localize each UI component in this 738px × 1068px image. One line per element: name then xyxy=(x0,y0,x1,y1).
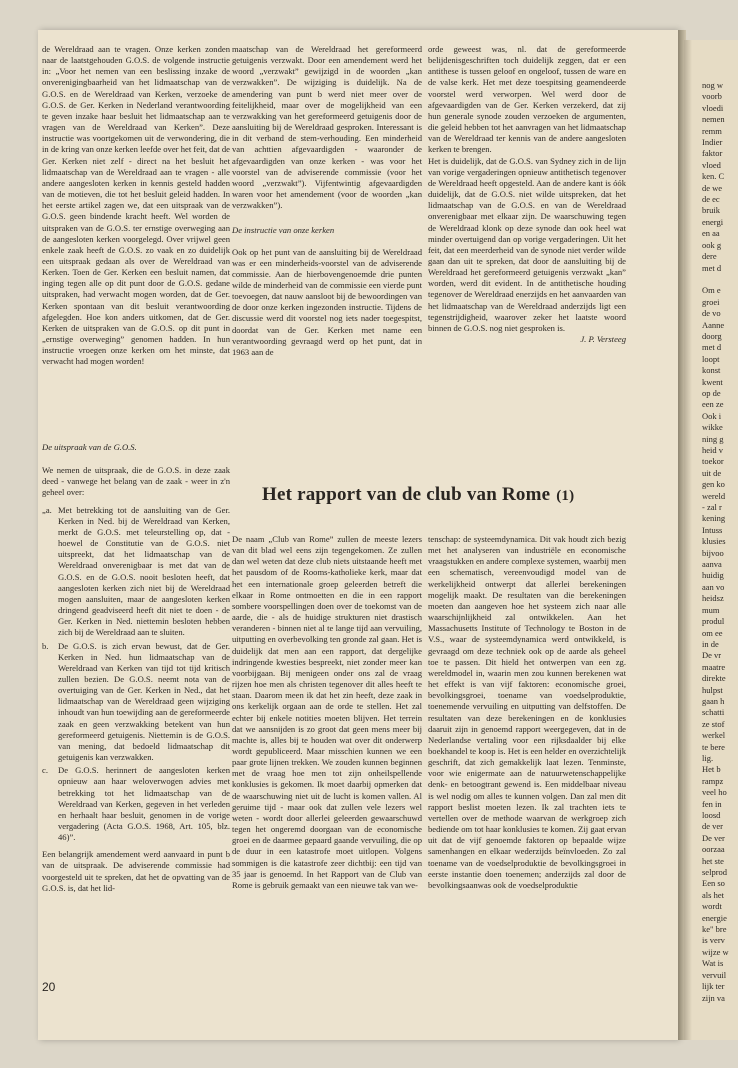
article-col3 xyxy=(428,534,626,891)
right-page-line: Aanne xyxy=(702,319,725,330)
right-page-line: rampz xyxy=(702,775,724,786)
right-page-line: Het b xyxy=(702,764,721,775)
right-page-line: De ver xyxy=(702,832,725,843)
right-page-line: direkte xyxy=(702,673,726,684)
right-page-line: Indier xyxy=(702,137,723,148)
right-page-line: voorb xyxy=(702,91,722,102)
right-page-line: aanva xyxy=(702,559,722,570)
right-page-line: faktor xyxy=(702,148,723,159)
article-col2-text: De naam „Club van Rome” zullen de meeste lezers van dit blad wel eens zijn tegengekomen. Ze zullen dan wel weten dat deze club niets uitstaande heeft met het pausdom of de Rooms-katholieke kerk, maar dat het een internationale groep geleerden betreft die elkaar in Rome ontmoetten en die in een rapport sombere voorspellingen doen over de toekomst van de aarde, die - als de huidige strukturen niet drastisch veranderen - binnen niet al te lange tijd aan vervuiling, uitputting en overbevolking ten gronde zal gaan. Het is duidelijk dat men aan een rapport, dat dergelijke indringende kwesties bespreekt, niet zonder meer kan voorbijgaan. Bij menigeen onder ons zal de vraag rijzen hoe men als christen tegenover dit alles heeft te staan. Daarom meen ik dat het zin heeft, deze zaak in ons kerkelijk orgaan aan de orde te stellen. Het zal echter bij enkele notities moeten blijven. Het terrein dat we aansnijden is zo groot dat geen mens meer bij machte is, alles bij te houden wat over dit onderwerp wordt gepubliceerd. Maar misschien kunnen we een paar grote lijnen trekken. We zouden kunnen beginnen met de vraag hoe men tot zijn onheilspellende konklusies is gekomen. Ik moet daarbij opmerken dat de waarschuwing niet uit de lucht is komen vallen. Al geruime tijd - maar ook dat zullen vele lezers wel weten - wordt door allerlei geleerden gewaarschuwd tegen het ongeremd doorgaan van de economische groei en de daarmee gepaard gaande vervuiling, die op de duur in een katastrofe moet uitlopen. Volgens sommigen is die katastrofe zeer dichtbij: een tijd van 35 jaar is genoemd. In het Rapport van de Club van Rome is gebruik gemaakt van een nieuwe tak van we- xyxy=(232,534,422,890)
col1-bottom xyxy=(42,442,230,894)
right-page-line: wordt xyxy=(702,901,722,912)
right-page-line: bijvoo xyxy=(702,547,724,558)
section-heading: De uitspraak van de G.O.S. xyxy=(42,442,137,452)
article-col2 xyxy=(232,534,422,891)
right-page-line: energi xyxy=(702,216,724,227)
right-page-line: klusies xyxy=(702,536,726,547)
right-page-line: ning g xyxy=(702,433,724,444)
col3-top-text: orde geweest was, nl. dat de gereformeerde belijdenisgeschriften toch duidelijk zeggen, dat er een antithese is tussen geloof en ongeloof, tussen de ware en de valse kerk. Het met deze toespitsing geamendeerde voorstel werd verworpen. Wel werd door de afgevaardigden van de Ger. Kerken verzekerd, dat zij hun generale synode zouden verzoeken de argumenten, die geleid hebben tot het aanvragen van het lidmaatschap van de Wereldraad ter kennis van de andere aangesloten kerken te brengen. xyxy=(428,44,626,155)
right-page-line: als het xyxy=(702,889,724,900)
right-page-line xyxy=(684,274,729,285)
article-title-text: Het rapport van de club van Rome xyxy=(262,484,551,505)
col2-top-text: maatschap van de Wereldraad het gereformeerd getuigenis verzwakt. Door een amendement werd het woord „verzwakt” gewijzigd in de woorden „kan verzwakken”. De wijziging is duidelijk. Na de amendering van punt b werd niet meer over de feitelijkheid, maar over de mogelijkheid van een verzwakking van het gereformeerd getuigenis door de aansluiting bij de Wereldraad gesproken. Interessant is in dit verband de stem-verhouding. Een minderheid van achttien afgevaardigden - waaronder de afgevaardigden van onze kerken - was voor het voorstel van de adviserende commissie (voor het woord „verzwakt”). Vijfentwintig afgevaardigden waren voor het amendement (voor de woorden „kan verzwakken”). xyxy=(232,44,422,211)
right-page-line: - zal r xyxy=(702,502,722,513)
right-page-line: dere xyxy=(702,251,717,262)
right-page-line: vervuil xyxy=(702,969,727,980)
author-signature: J. P. Versteeg xyxy=(580,334,626,345)
list-item: „a. Met betrekking tot de aansluiting van de Ger. Kerken in Ned. bij de Wereldraad van Kerken, merkt de G.O.S. met teleurstelling op, dat - hoewel de Constitutie van de G.O.S. niet uitspreekt, dat het lidmaatschap van de Wereldraad onverenigbaar is met dat van de G.O.S. en de G.O.S. nooit besloten heeft, dat aangesloten kerken zich niet bij de Wereldraad mogen aansluiten, maar de aangesloten kerken dringend geadviseerd heeft dit niet te doen - de Ger. Kerken in Ned. niettemin besloten hebben zich bij de Wereldraad aan te sluiten. xyxy=(42,504,230,638)
col3-mid-text: Het is duidelijk, dat de G.O.S. van Sydney zich in de lijn van vorige vergaderingen opnieuw antithetisch tegenover de Wereldraad heeft opgesteld. Aan de andere kant is óók duidelijk, dat de G.O.S. niet wilde uitspreken, dat het lidmaatschap van de G.O.S. en van de Wereldraad onverenigbaar met elkaar zijn. De waarschuwing tegen de Wereldraad klonk op deze synode dan ook heel wat minder overtuigend dan op vorige vergaderingen. Uit het feit, dat een meerderheid van de synode niet verder wilde gaan dan uit te spreken, dat door de aansluiting bij de Wereldraad het gereformeerd getuigenis verzwakt „kan” worden, werd dit evident. In de antithetische houding tegenover de Wereldraad enerzijds en het aanvaarden van het lidmaatschap van de Wereldraad anderzijds ligt een tegenstrijdigheid, waarover zeker het laatste woord binnen de G.O.S. nog niet gesproken is. xyxy=(428,155,626,333)
right-page-line: aan vo xyxy=(702,581,725,592)
right-page-line: de we xyxy=(702,182,723,193)
right-page-line: De vr xyxy=(702,650,722,661)
col1-end-text: Een belangrijk amendement werd aanvaard in punt b van de uitspraak. De adviserende commissie had voorgesteld uit te spreken, dat het de opvatting van de G.O.S. is, dat het lid- xyxy=(42,849,230,893)
right-page-line: bruik xyxy=(702,205,720,216)
right-page-line: fen in xyxy=(702,798,722,809)
article-col3-text: tenschap: de systeemdynamica. Dit vak houdt zich bezig met het analyseren van industriële en economische vraagstukken en andere complexe systemen, waarbij men een schematisch, vereenvoudigd model van de werkelijkheid ontwerpt dat allerlei berekeningen mogelijk maakt. De resultaten van die berekeningen moeten dan aangeven hoe het systeem zich naar alle waarschijnlijkheid zal ontwikkelen. Aan het Massachusetts Institute of Technology te Boston in de V.S., waar de systeemdynamica werd ontwikkeld, is gevraagd om deze techniek ook op de aarde als geheel toe te passen. Dit hield het ontwerpen van een zg. wereldmodel in, waarin men zou kunnen berekenen wat het effekt is van vijf faktoren: economische groei, bevolkingsgroei, toename van voedselproduktie, toenemende vervuiling en uitputting van delfstoffen. De resultaten van deze berekeningen en de konklusies daaruit zijn in genoemd rapport weergegeven, dat in de Nederlandse vertaling voor een rijksdaalder bij elke boekhandel te koop is. Het is een helder en overzichtelijk geschrift, dat zich gemakkelijk laat lezen. Tenminste, voor wie enigermate aan de natuurwetenschappelijke denk- en betoogtrant gewend is. Een middelbaar niveau is wel nodig om alles te kunnen volgen. Dan zal men dit rapport beslist moeten lezen. Ik zal trachten iets te vertellen over de methode waarvan de werkgroep zich bediende om tot haar konklusies te komen. Zij gaat ervan uit dat de vijf genoemde faktoren op bepaalde wijze samenhangen en elkaar wederzijds beïnvloeden. Zo zal toename van de voedselproduktie de bevolkingsgroei in eerste instantie doen toenemen; anderzijds zal door de bevolkingsaanwas ook de voedselproduktie xyxy=(428,534,626,890)
right-page-line: huidig xyxy=(702,570,724,581)
page-number: 20 xyxy=(42,980,56,994)
right-page-line: ken. C xyxy=(702,171,725,182)
right-page-line: de ver xyxy=(702,821,724,832)
right-page-line: is verv xyxy=(702,935,725,946)
article-title xyxy=(262,484,632,506)
right-page-line: groei xyxy=(702,296,720,307)
right-page-line: ook g xyxy=(702,239,722,250)
right-page-line: om ee xyxy=(702,627,723,638)
right-page-line: kening xyxy=(702,513,726,524)
col1-top-text: de Wereldraad aan te vragen. Onze kerken zonden naar de laatstgehouden G.O.S. de volgende instructie in: „Voor het nemen van een beslissing inzake de onverenigingbaarheid van het lidmaatschap van de G.O.S. en de Wereldraad van Kerken, verzoeke de G.O.S. de Ger. Kerken in Nederland verantwoording te geven inzake haar besluit het lidmaatschap aan te vragen van de Wereldraad van Kerken”. Deze instructie was voortgekomen uit de verwondering, die in de kring van onze kerken leefde over het feit, dat de Ger. Kerken niet zelf - direct na het besluit het lidmaatschap van de Wereldraad aan te vragen - alle andere aangesloten kerken in kennis gesteld hadden van de motieven, die tot het besluit geleid hadden. In het eerste artikel zagen we, dat een uitspraak van de G.O.S. geen bindende kracht heeft. Wel worden de uitspraken van de G.O.S. ter ernstige overweging aan de aangesloten kerken voorgelegd. Over vrijwel geen enkele zaak heeft de G.O.S. zo vaak en zo duidelijk een uitspraak gedaan als over de Wereldraad van Kerken. Toen de Ger. Kerken een besluit namen, dat inging tegen alle op dit punt door de G.O.S. gedane uitspraken, had verwacht mogen worden, dat de Ger. Kerken spontaan van dit besluit verantwoording afgelegden. Hoe kon anders uitkomen, dat de Ger. Kerken de uitspraken van de G.O.S. op dit punt in „ernstige overweging” genomen hadden. In hun instructie vroegen onze kerken om het minste, dat verwacht had mogen worden! xyxy=(42,44,230,367)
col2-heading: De instructie van onze kerken xyxy=(232,225,335,236)
right-page-line: konst xyxy=(702,365,721,376)
right-page-line: wikke xyxy=(702,422,723,433)
right-page-line: energie xyxy=(702,912,727,923)
right-page-line: nemen xyxy=(702,114,725,125)
right-page-line: hulpst xyxy=(702,684,723,695)
col2-mid-text: Ook op het punt van de aansluiting bij de Wereldraad was er een minderheids-voorstel van de adviserende commissie. Aan de hierbovengenoemde drie punten wilde de minderheid van de commissie een vierde punt toevoegen, dat nauw aansloot bij de bewoordingen van de door onze kerken ingezonden instructie. Tijdens de discussie werd dit voorstel nog iets nader toegespitst, doordat van de Ger. Kerken met name een verantwoording gevraagd werd op het punt, dat in 1963 aan de xyxy=(232,246,422,357)
right-page-line: doorg xyxy=(702,330,722,341)
col2-top xyxy=(232,44,422,358)
right-page-line: met d xyxy=(702,262,722,273)
right-page-line: Intuss xyxy=(702,524,723,535)
list-item: c. De G.O.S. herinnert de aangesloten kerken opnieuw aan haar weloverwogen advies met betrekking tot het lidmaatschap van de Wereldraad van Kerken, gegeven in het verleden en herhaalt haar besluit, genomen in de vorige vergadering (Acta G.O.S. 1968, Art. 105, blz. 46)”. xyxy=(42,765,230,843)
right-page-line: lig. xyxy=(702,752,714,763)
right-page-line: met d xyxy=(702,342,722,353)
right-page-line: remm xyxy=(702,125,722,136)
right-page-line: uit de xyxy=(702,467,722,478)
right-page-line: gaan h xyxy=(702,695,725,706)
right-page-line: loopt xyxy=(702,353,720,364)
right-page-line: op de xyxy=(702,387,721,398)
right-page-edge xyxy=(684,40,738,1040)
col3-top xyxy=(428,44,626,345)
right-page-line: een ze xyxy=(702,399,724,410)
right-page-line: vloed xyxy=(702,159,721,170)
right-page-fragments xyxy=(684,80,729,1004)
uitspraak-list xyxy=(42,505,230,844)
right-page-line: maatre xyxy=(702,661,726,672)
right-page-line: de ec xyxy=(702,194,720,205)
list-item: b. De G.O.S. is zich ervan bewust, dat de Ger. Kerken in Ned. hun lidmaatschap van de Wereldraad van Kerken van tijd tot tijd kritisch zullen bezien. De G.O.S. neemt nota van de overtuiging van de Ger. Kerken in Ned., dat het lidmaatschap van de Wereldraad geen wijziging inhoudt van hun toewijding aan de gereformeerde zaak en geen verzwakking betekent van hun gereformeerd getuigenis. Niettemin is de G.O.S. van mening, dat bedoeld lidmaatschap dit getuigenis kan verzwakken. xyxy=(42,640,230,763)
right-page-line: heid v xyxy=(702,445,724,455)
col1-intro: We nemen de uitspraak, die de G.O.S. in deze zaak deed - vanwege het belang van de zaak - weer in z'n geheel over: xyxy=(42,465,230,498)
right-page-line: nog w xyxy=(702,80,724,90)
right-page-line: veel ho xyxy=(702,787,727,798)
right-page-line: toekor xyxy=(702,456,724,467)
right-page-line: in de xyxy=(702,638,719,649)
right-page-line: gen ko xyxy=(702,479,725,490)
right-page-line: vloedi xyxy=(702,102,724,113)
right-page-line: kwent xyxy=(702,376,723,387)
right-page-line: Een so xyxy=(702,878,725,889)
right-page-line: zijn va xyxy=(702,992,725,1003)
right-page-line: het ste xyxy=(702,855,724,866)
right-page-line: werkel xyxy=(702,730,726,741)
right-page-line: Wat is xyxy=(702,958,724,969)
right-page-line: te bere xyxy=(702,741,725,752)
right-page-line: de vo xyxy=(702,308,721,319)
right-page-line: ke" bre xyxy=(702,924,727,935)
article-part-number: (1) xyxy=(556,488,575,504)
right-page-line: loosd xyxy=(702,810,721,820)
right-page-line: en aa xyxy=(702,228,720,239)
right-page-line: mum xyxy=(702,604,720,615)
right-page-line: selprod xyxy=(702,867,728,878)
right-page-line: heidsz xyxy=(702,593,724,604)
col1-top xyxy=(42,44,230,368)
right-page-line: oorzaa xyxy=(702,844,725,855)
right-page-line: Ook i xyxy=(702,410,722,421)
right-page-line: lijk ter xyxy=(702,981,725,992)
right-page-line: wereld xyxy=(702,490,726,501)
right-page-line: schatti xyxy=(702,707,725,718)
right-page-line: produl xyxy=(702,616,725,627)
right-page-line: ze stof xyxy=(702,718,725,729)
right-page-line: wijze w xyxy=(702,946,729,957)
right-page-line: Om e xyxy=(702,285,721,296)
